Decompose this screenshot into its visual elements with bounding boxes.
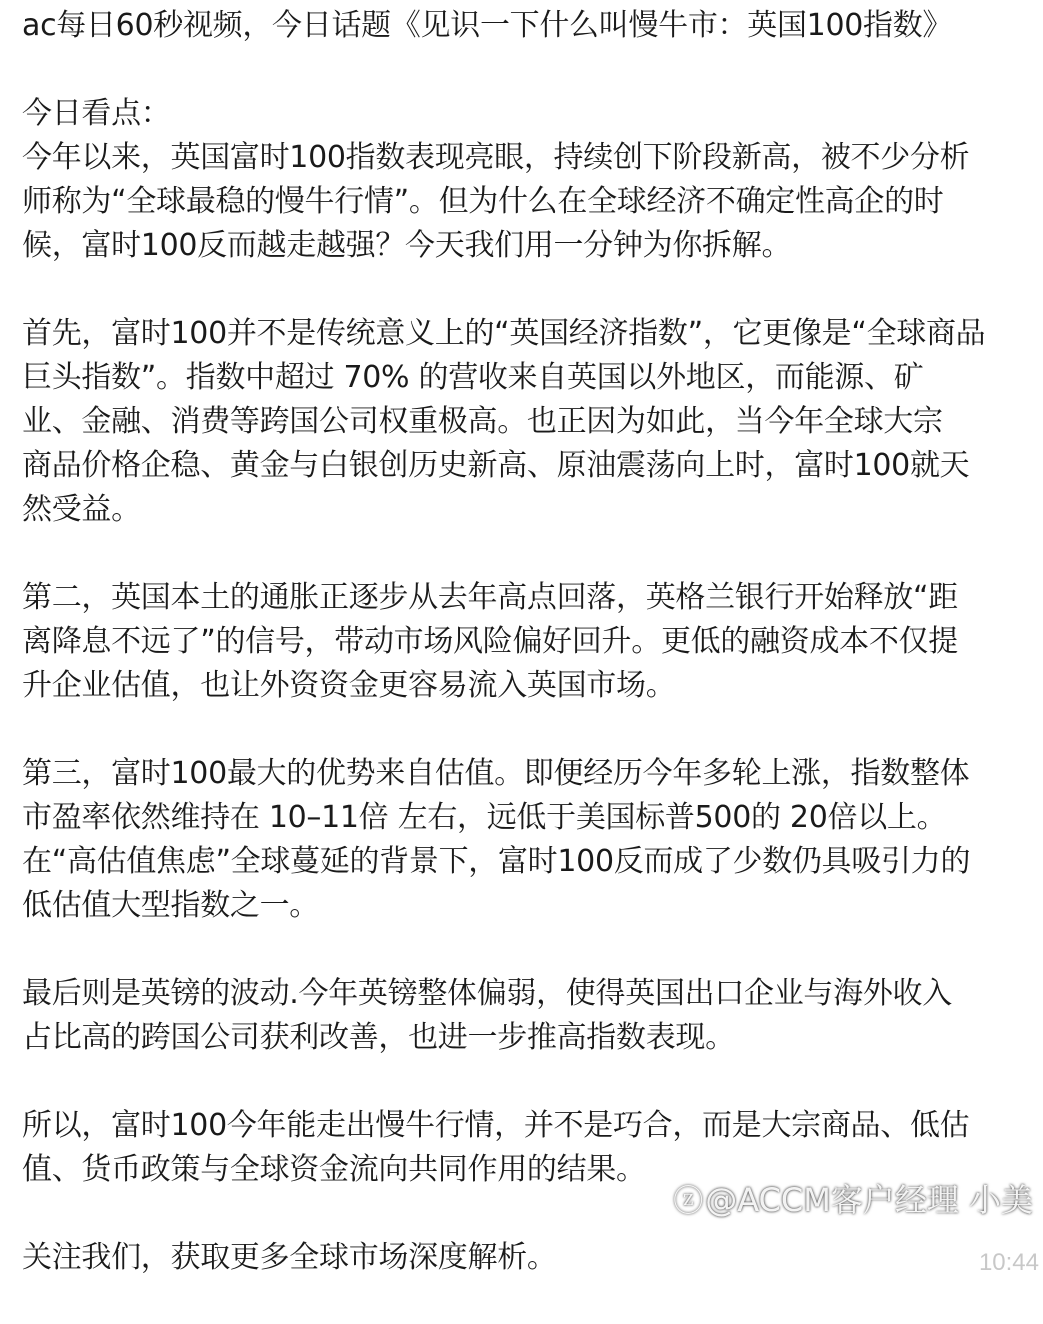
message-point-3	[22, 752, 1040, 928]
message-follow	[22, 1236, 1040, 1280]
message-intro	[22, 92, 1040, 268]
message-point-2	[22, 576, 1040, 708]
text-line: 第三，富时100最大的优势来自估值。即便经历今年多轮上涨，指数整体	[22, 756, 970, 791]
text-line: 值、货币政策与全球资金流向共同作用的结果。	[22, 1152, 646, 1187]
text-line: 商品价格企稳、黄金与白银创历史新高、原油震荡向上时，富时100就天	[22, 448, 970, 483]
text-line: 升企业估值，也让外资资金更容易流入英国市场。	[22, 668, 676, 703]
zhihu-logo-icon: ⓩ	[673, 1184, 704, 1219]
text-line: ac每日60秒视频，今日话题《见识一下什么叫慢牛市：英国100指数》	[22, 8, 953, 43]
text-line: 占比高的跨国公司获利改善，也进一步推高指数表现。	[22, 1020, 735, 1055]
text-line: 低估值大型指数之一。	[22, 888, 319, 923]
watermark-text: @ACCM客户经理 小美	[705, 1181, 1033, 1219]
text-line: 巨头指数”。指数中超过 70% 的营收来自英国以外地区，而能源、矿	[22, 360, 924, 395]
message-timestamp: 10:44	[978, 1249, 1039, 1276]
text-line: 候，富时100反而越走越强？今天我们用一分钟为你拆解。	[22, 228, 792, 263]
text-line: 今年以来，英国富时100指数表现亮眼，持续创下阶段新高，被不少分析	[22, 140, 970, 175]
text-line: 所以，富时100今年能走出慢牛行情，并不是巧合，而是大宗商品、低估	[22, 1108, 970, 1143]
watermark	[673, 1180, 1033, 1222]
text-line: 今日看点：	[22, 96, 171, 131]
message-header	[22, 4, 1040, 48]
text-line: 在“高估值焦虑”全球蔓延的背景下，富时100反而成了少数仍具吸引力的	[22, 844, 971, 879]
message-point-4	[22, 972, 1040, 1060]
text-line: 师称为“全球最稳的慢牛行情”。但为什么在全球经济不确定性高企的时	[22, 184, 944, 219]
text-line: 第二，英国本土的通胀正逐步从去年高点回落，英格兰银行开始释放“距	[22, 580, 958, 615]
chat-message-body	[22, 4, 1040, 1324]
text-line: 离降息不远了”的信号，带动市场风险偏好回升。更低的融资成本不仅提	[22, 624, 958, 659]
text-line: 首先，富时100并不是传统意义上的“英国经济指数”，它更像是“全球商品	[22, 316, 986, 351]
text-line: 关注我们，获取更多全球市场深度解析。	[22, 1240, 557, 1275]
text-line: 业、金融、消费等跨国公司权重极高。也正因为如此，当今年全球大宗	[22, 404, 943, 439]
text-line: 最后则是英镑的波动.今年英镑整体偏弱，使得英国出口企业与海外收入	[22, 976, 952, 1011]
message-point-1	[22, 312, 1040, 532]
message-conclusion	[22, 1104, 1040, 1192]
text-line: 然受益。	[22, 492, 141, 527]
text-line: 市盈率依然维持在 10–11倍 左右，远低于美国标普500的 20倍以上。	[22, 800, 947, 835]
